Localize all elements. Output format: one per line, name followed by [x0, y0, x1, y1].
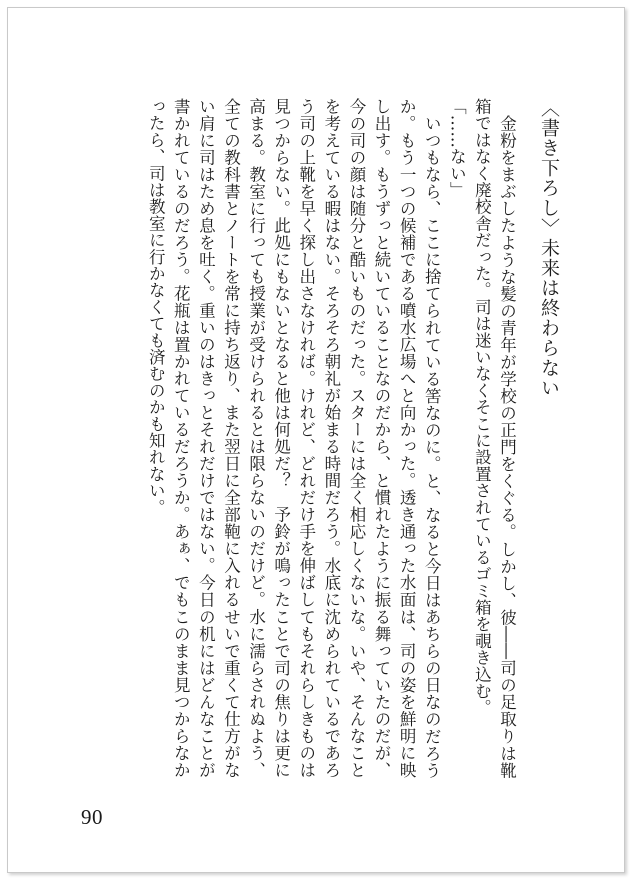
paragraph-1: 金粉をまぶしたような髪の青年が学校の正門をくぐる。しかし、彼――司の足取りは靴箱ではなく廃校舎だった。司は迷いなくそこに設置されているゴミ箱を覗き込む。: [472, 98, 517, 778]
title-spacing: [520, 98, 537, 115]
paragraph-3: いつもなら、ここに捨てられている筈なのに。と、なると今日はあちらの日なのだろうか。もう一つの候補である噴水広場へと向かった。透き通った水面は、司の姿を鮮明に映し出す。もうずっと続いていることなのだから、と慣れたように振る舞っていたのだが、今の司の顔は随分と酷いものだった。スターには全く相応しくないな。いや、そんなことを考えている暇はない。そろそろ朝礼が始まる時間だろう。水底に沈められているであろう司の上靴を早く探し出さなければ。けれど、どれだけ手を伸ばしてもそれらしきものは見つからない。此処にもないとなると他は何処だ？ 予鈴が鳴ったことで司の焦りは更に高まる。教室に行っても授業が受けられるとは限らないのだけど。水に濡らされぬよう、全ての教科書とノートを常に持ち返り、また翌日に全部鞄に入れるせいで重くて仕方がない肩に司はため息を吐く。重いのはきっとそれだけではない。今日の机にはどんなことが書かれているのだろう。花瓶は置かれているだろうか。あぁ、でもこのまま見つからなかったら、司は教室に行かなくても済むのかも知れない。: [146, 98, 442, 778]
page-number: 90: [81, 805, 103, 829]
book-page: [7, 7, 625, 873]
chapter-title-main: 未来は終わらない: [538, 238, 560, 398]
vertical-text-block: [143, 98, 562, 778]
chapter-title-prefix: 〈書き下ろし〉: [538, 98, 560, 238]
paragraph-2-dialogue: 「……ない」: [447, 98, 467, 199]
chapter-title: [536, 98, 562, 778]
